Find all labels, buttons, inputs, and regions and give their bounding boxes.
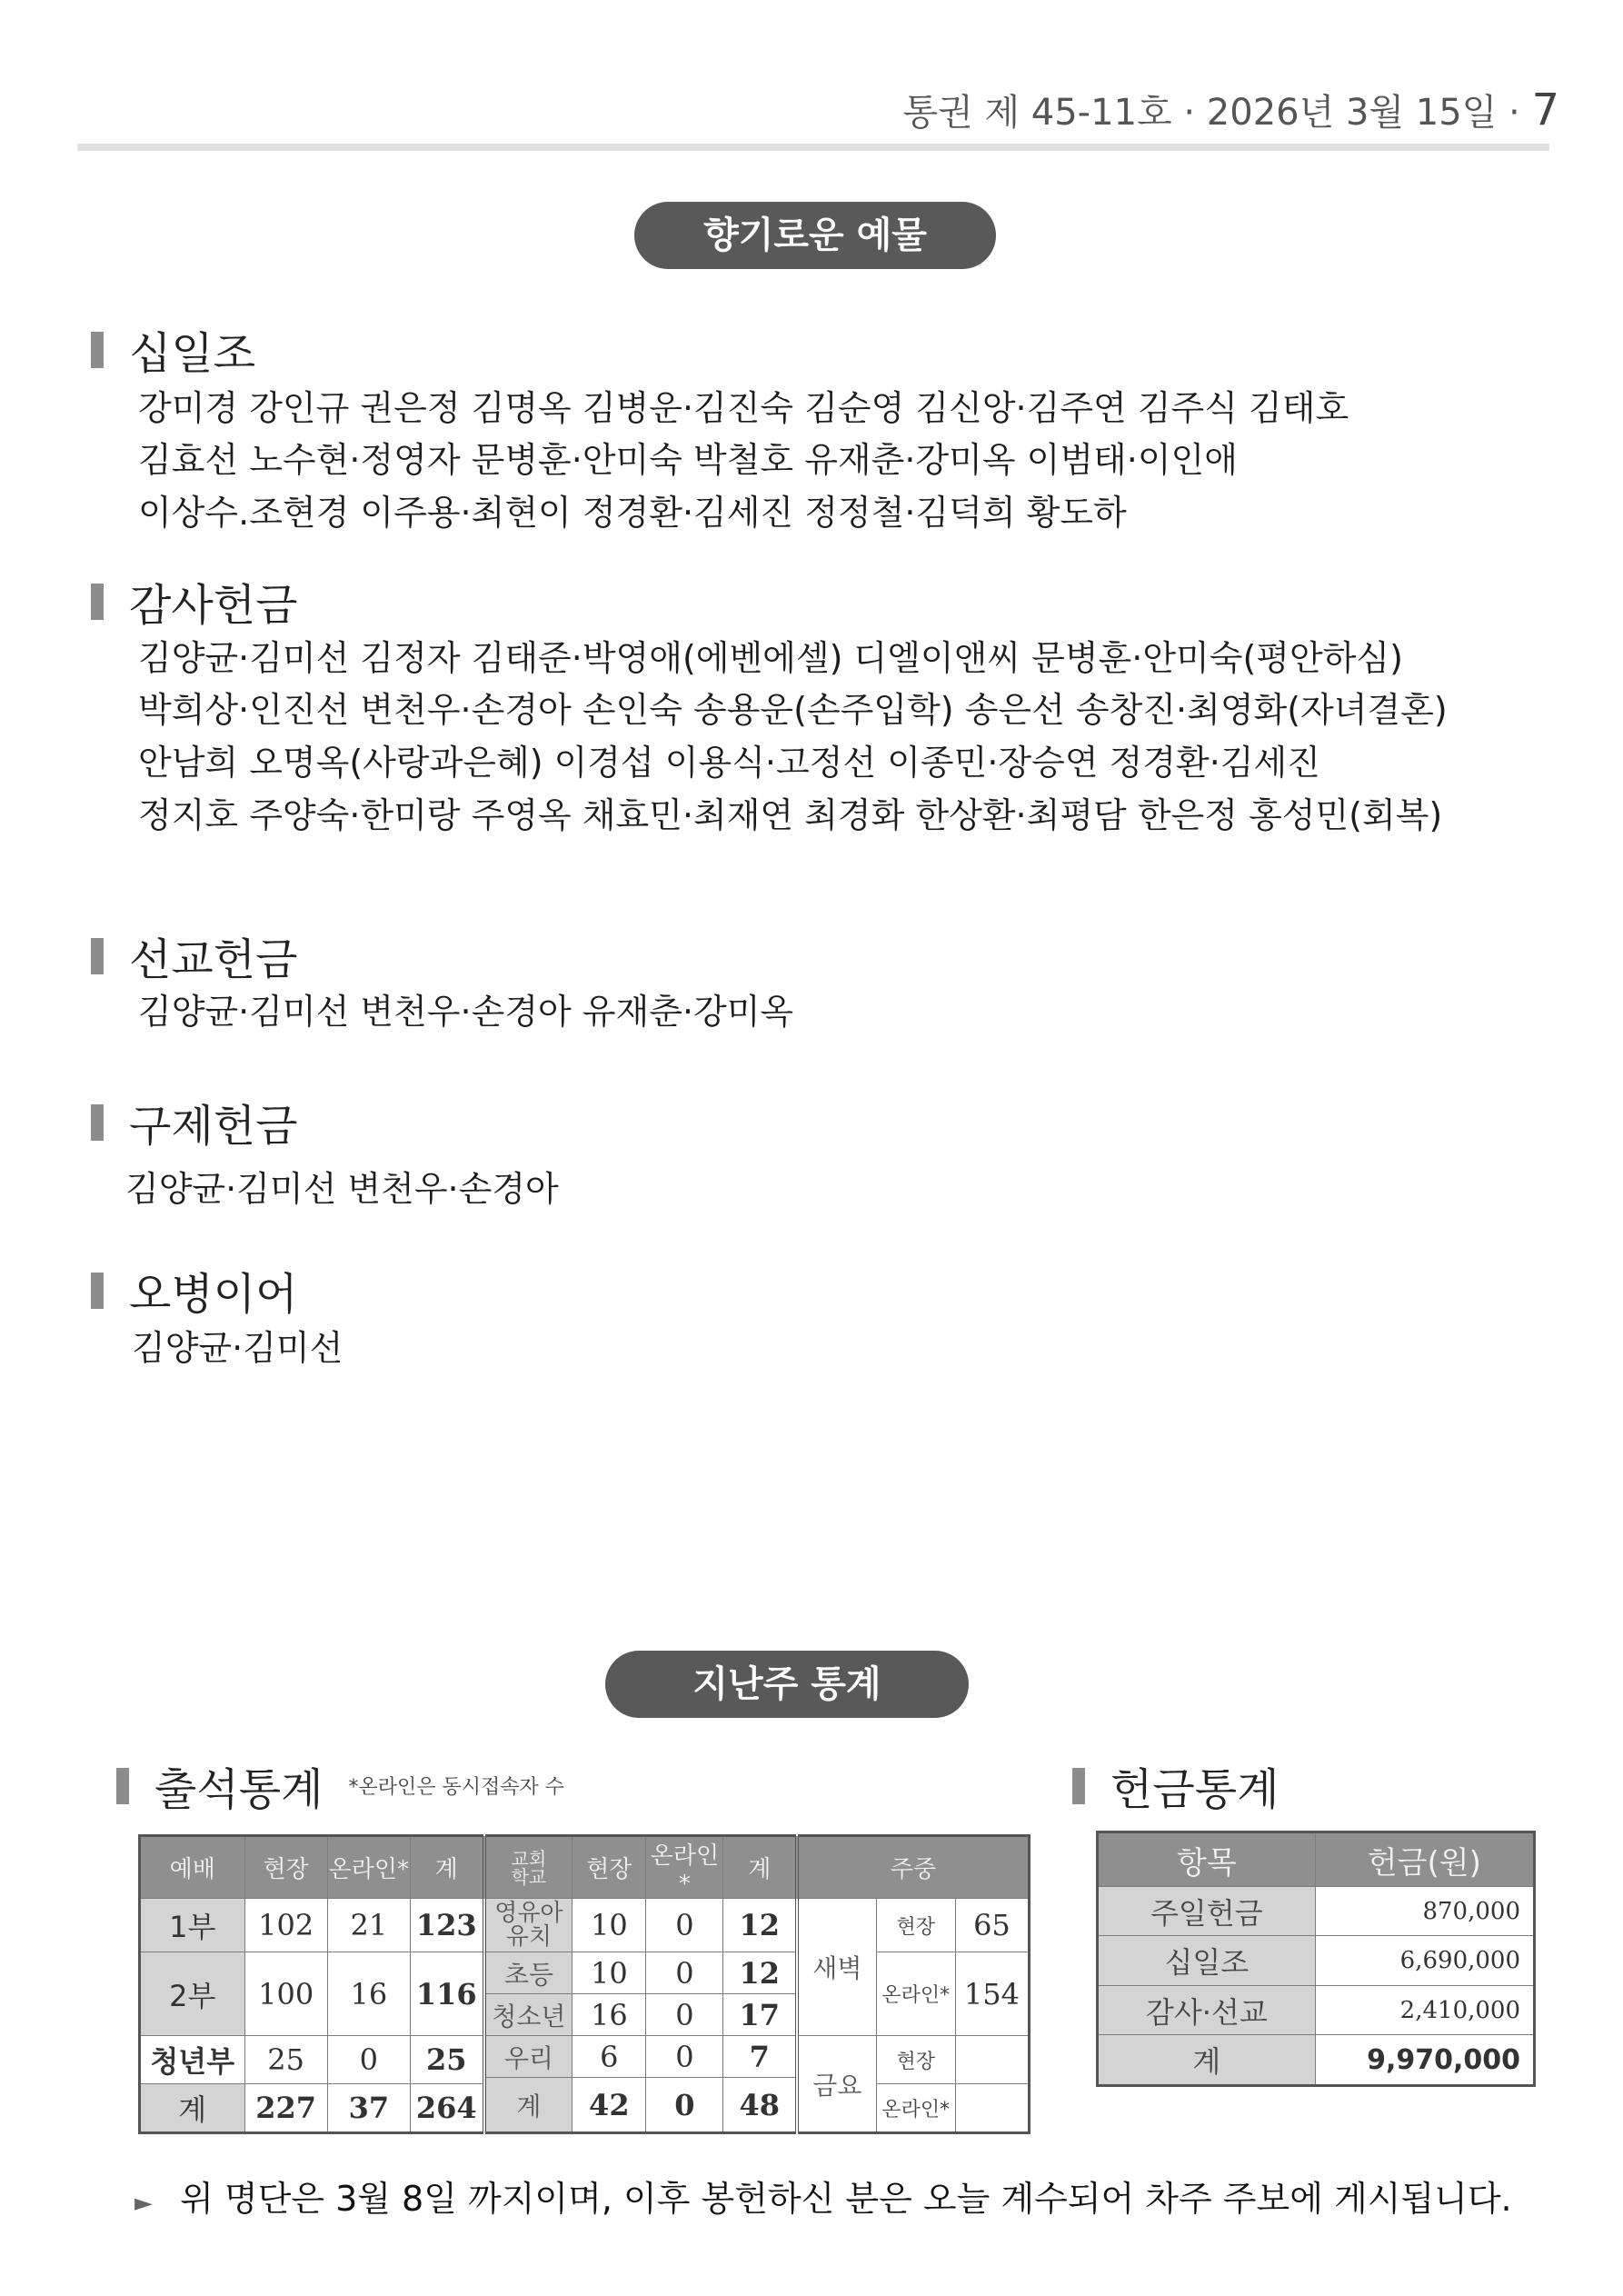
heading-marker (116, 1768, 129, 1804)
cell: 65 (955, 1899, 1029, 1952)
footnote-text: 위 명단은 3월 8일 까지이며, 이후 봉헌하신 분은 오늘 계수되어 차주 주보에 게시됩니다. (180, 2179, 1512, 2219)
row-label: 초등 (484, 1952, 573, 1994)
col-header: 계 (723, 1836, 797, 1899)
cell-total: 264 (410, 2084, 483, 2133)
group-title: 오병이어 (129, 1269, 298, 1320)
group-heading-mission (91, 924, 297, 987)
cell (955, 2084, 1029, 2133)
row-label: 금요 (797, 2036, 876, 2133)
cell-total: 123 (410, 1899, 483, 1952)
cell: 102 (244, 1899, 327, 1952)
cell-total: 116 (410, 1952, 483, 2036)
table-row (1098, 2035, 1535, 2086)
header-divider (77, 144, 1549, 151)
donor-line: 정지호 주양숙·한미랑 주영옥 채효민·최재연 최경화 한상환·최평담 한은정 홍성민(회복) (138, 795, 1443, 835)
attendance-header-row (140, 1836, 1030, 1899)
group-title: 감사헌금 (129, 580, 298, 631)
group-title: 선교헌금 (129, 934, 298, 985)
cell-total: 9,970,000 (1315, 2035, 1534, 2086)
sub-label: 현장 (876, 1899, 955, 1952)
row-label: 1부 (140, 1899, 245, 1952)
cell: 154 (955, 1952, 1029, 2036)
row-label: 청소년 (484, 1994, 573, 2036)
donor-line: 박희상·인진선 변천우·손경아 손인숙 송용운(손주입학) 송은선 송창진·최영화(자녀결혼) (138, 690, 1448, 730)
cell: 0 (646, 1899, 723, 1952)
page-number: 7 (1531, 85, 1559, 135)
sub-label: 온라인* (876, 2084, 955, 2133)
row-label: 2부 (140, 1952, 245, 2036)
cell-total: 12 (723, 1899, 797, 1952)
attendance-note: *온라인은 동시접속자 수 (348, 1776, 564, 1799)
row-label: 청년부 (140, 2036, 245, 2084)
cell: 21 (327, 1899, 410, 1952)
row-label: 영유아 유치 (484, 1899, 573, 1952)
donor-line: 김양균·김미선 (132, 1328, 344, 1368)
cell-total: 0 (646, 2078, 723, 2133)
table-row (1098, 1936, 1535, 1985)
cell: 100 (244, 1952, 327, 2036)
donor-line: 이상수.조현경 이주용·최현이 정경환·김세진 정정철·김덕희 황도하 (138, 493, 1127, 533)
issue-header (902, 84, 1559, 135)
cell: 10 (573, 1899, 646, 1952)
cell: 10 (573, 1952, 646, 1994)
heading-marker (91, 938, 104, 974)
cell: 16 (573, 1994, 646, 2036)
donor-line: 강미경 강인규 권은정 김명옥 김병운·김진숙 김순영 김신앙·김주연 김주식 김태호 (138, 388, 1349, 428)
cell: 25 (244, 2036, 327, 2084)
cell-total: 25 (410, 2036, 483, 2084)
heading-marker (1072, 1768, 1085, 1804)
col-header: 온라인* (646, 1836, 723, 1899)
table-row (1098, 1985, 1535, 2034)
cell-total: 42 (573, 2078, 646, 2133)
row-label: 주일헌금 (1098, 1887, 1316, 1936)
attendance-title: 출석통계 (154, 1764, 324, 1815)
sub-label: 현장 (876, 2036, 955, 2084)
cell: 0 (646, 1952, 723, 1994)
col-header: 예배 (140, 1836, 245, 1899)
cell-amount: 2,410,000 (1315, 1985, 1534, 2034)
section-title-stats: 지난주 통계 (605, 1651, 969, 1718)
row-label: 계 (1098, 2035, 1316, 2086)
cell-total: 17 (723, 1994, 797, 2036)
cell-total: 227 (244, 2084, 327, 2133)
col-header: 교회 학교 (484, 1836, 573, 1899)
section-title-offerings: 향기로운 예물 (634, 202, 996, 269)
offering-header-row (1098, 1832, 1535, 1887)
cell: 6 (573, 2036, 646, 2078)
cell (955, 2036, 1029, 2084)
triangle-bullet-icon: ► (134, 2190, 153, 2217)
row-label: 감사·선교 (1098, 1985, 1316, 2034)
cell-amount: 6,690,000 (1315, 1936, 1534, 1985)
donor-line: 김효선 노수현·정영자 문병훈·안미숙 박철호 유재춘·강미옥 이범태·이인애 (138, 440, 1238, 480)
cell: 0 (646, 1994, 723, 2036)
col-header: 현장 (244, 1836, 327, 1899)
footnote (134, 2171, 1512, 2221)
row-label: 계 (140, 2084, 245, 2133)
group-title: 구제헌금 (129, 1101, 298, 1152)
sub-label: 온라인* (876, 1952, 955, 2036)
attendance-heading (116, 1754, 564, 1817)
attendance-table (138, 1834, 1031, 2134)
issue-info: 통권 제 45-11호 · 2026년 3월 15일 · (902, 92, 1520, 134)
cell: 16 (327, 1952, 410, 2036)
money-title: 헌금통계 (1110, 1764, 1279, 1815)
table-row (140, 1952, 1030, 1994)
col-header: 계 (410, 1836, 483, 1899)
donor-line: 김양균·김미선 변천우·손경아 (125, 1169, 559, 1209)
col-header: 항목 (1098, 1832, 1316, 1887)
money-heading (1072, 1754, 1279, 1817)
heading-marker (91, 584, 104, 620)
cell-total: 7 (723, 2036, 797, 2078)
cell-total: 12 (723, 1952, 797, 1994)
offering-table (1096, 1831, 1536, 2087)
donor-line: 김양균·김미선 김정자 김태준·박영애(에벤에셀) 디엘이앤씨 문병훈·안미숙(평안하심) (138, 638, 1403, 678)
row-label: 우리 (484, 2036, 573, 2078)
cell-total: 48 (723, 2078, 797, 2133)
cell: 0 (646, 2036, 723, 2078)
group-heading-relief (91, 1091, 297, 1153)
cell-total: 37 (327, 2084, 410, 2133)
donor-line: 김양균·김미선 변천우·손경아 유재춘·강미옥 (138, 992, 794, 1032)
group-title: 십일조 (129, 328, 256, 379)
heading-marker (91, 332, 104, 368)
col-header: 현장 (573, 1836, 646, 1899)
row-label: 새벽 (797, 1899, 876, 2036)
cell: 0 (327, 2036, 410, 2084)
group-heading-five-loaves (91, 1259, 297, 1322)
col-header: 주중 (797, 1836, 1029, 1899)
col-header: 헌금(원) (1315, 1832, 1534, 1887)
heading-marker (91, 1273, 104, 1309)
row-label: 계 (484, 2078, 573, 2133)
cell-amount: 870,000 (1315, 1887, 1534, 1936)
group-heading-thanks (91, 570, 297, 633)
table-row (140, 2036, 1030, 2078)
heading-marker (91, 1104, 104, 1141)
row-label: 십일조 (1098, 1936, 1316, 1985)
group-heading-tithe (91, 318, 255, 381)
donor-line: 안남희 오명옥(사랑과은혜) 이경섭 이용식·고정선 이종민·장승연 정경환·김세진 (138, 743, 1320, 783)
col-header: 온라인* (327, 1836, 410, 1899)
table-row (1098, 1887, 1535, 1936)
